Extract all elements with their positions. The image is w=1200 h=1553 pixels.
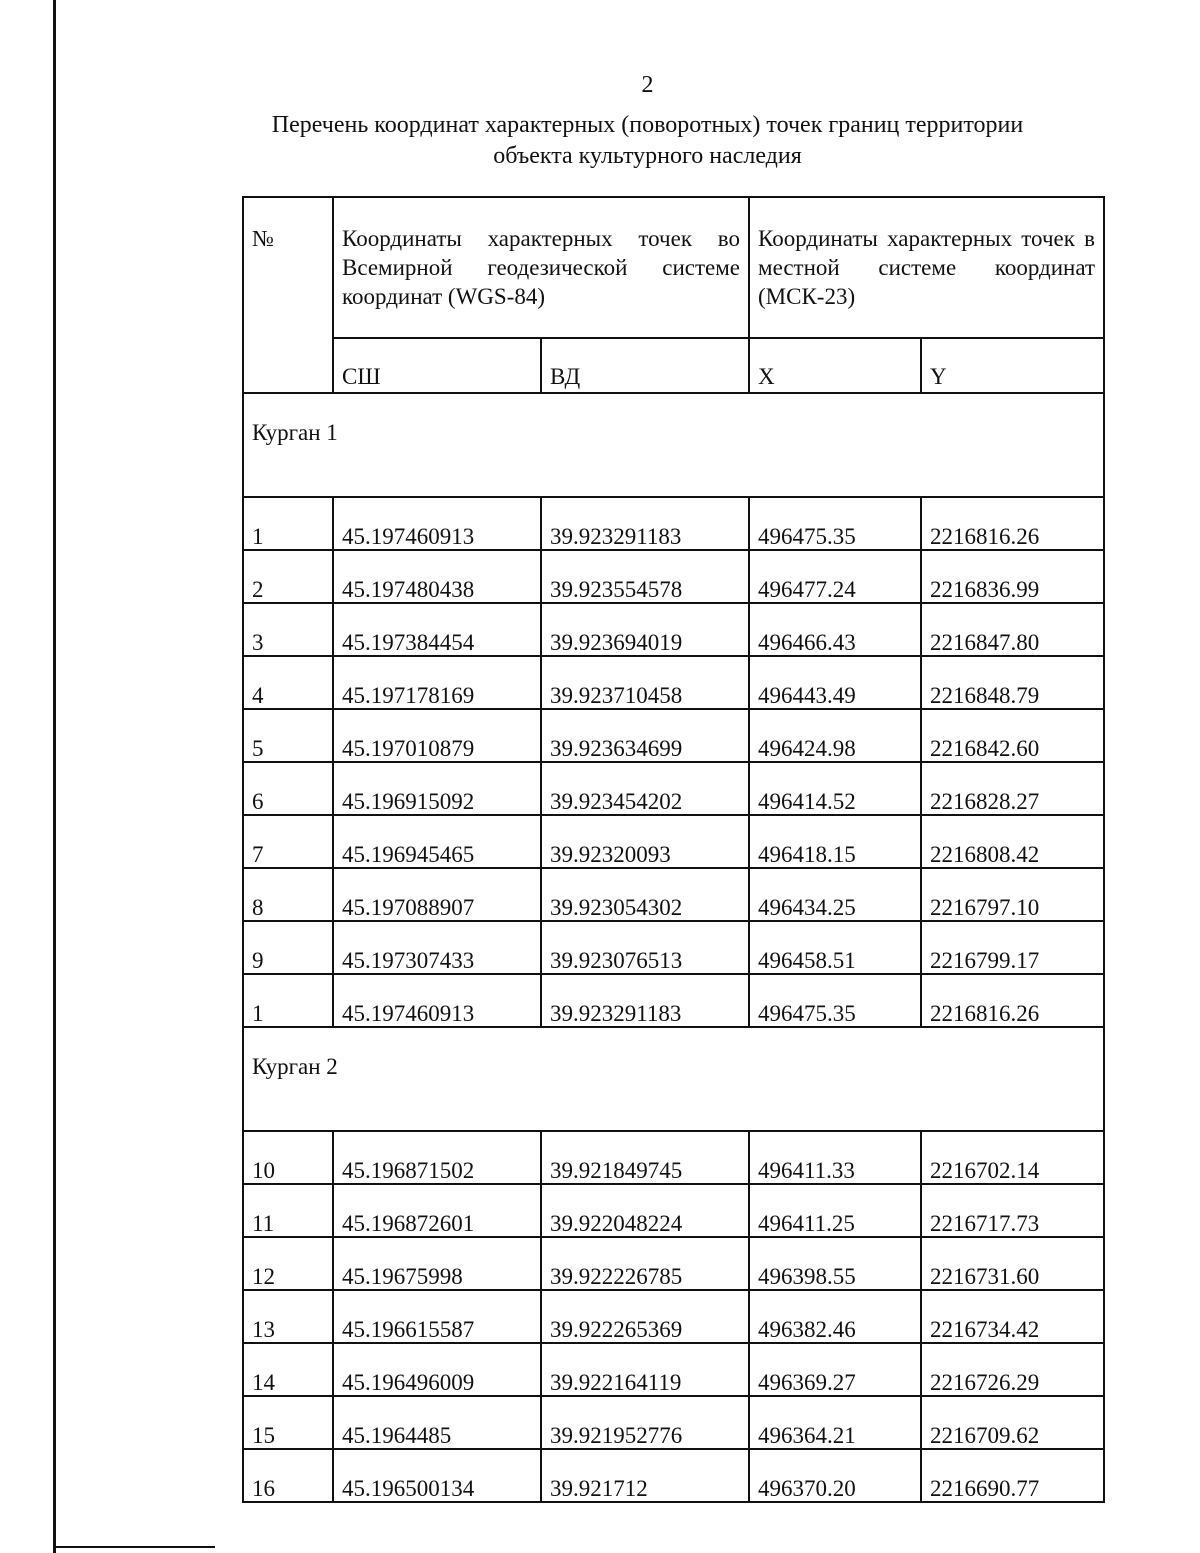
x-coord-cell: 496458.51 xyxy=(749,921,921,974)
table-row xyxy=(243,1184,1104,1237)
longitude-cell: 39.921712 xyxy=(541,1449,749,1502)
longitude-cell: 39.923634699 xyxy=(541,709,749,762)
table-row xyxy=(243,709,1104,762)
point-number-cell: 1 xyxy=(243,974,333,1027)
header-x: X xyxy=(749,338,921,393)
longitude-cell: 39.921849745 xyxy=(541,1131,749,1184)
longitude-cell: 39.923710458 xyxy=(541,656,749,709)
table-row xyxy=(243,1343,1104,1396)
y-coord-cell: 2216828.27 xyxy=(921,762,1104,815)
latitude-cell: 45.196615587 xyxy=(333,1290,541,1343)
table-row xyxy=(243,868,1104,921)
point-number-cell: 13 xyxy=(243,1290,333,1343)
y-coord-cell: 2216836.99 xyxy=(921,550,1104,603)
table-row xyxy=(243,815,1104,868)
longitude-cell: 39.922164119 xyxy=(541,1343,749,1396)
y-coord-cell: 2216734.42 xyxy=(921,1290,1104,1343)
y-coord-cell: 2216726.29 xyxy=(921,1343,1104,1396)
y-coord-cell: 2216717.73 xyxy=(921,1184,1104,1237)
y-coord-cell: 2216842.60 xyxy=(921,709,1104,762)
longitude-cell: 39.923291183 xyxy=(541,497,749,550)
longitude-cell: 39.923291183 xyxy=(541,974,749,1027)
x-coord-cell: 496370.20 xyxy=(749,1449,921,1502)
coordinates-table xyxy=(242,196,1105,1503)
point-number-cell: 8 xyxy=(243,868,333,921)
table-row xyxy=(243,762,1104,815)
point-number-cell: 11 xyxy=(243,1184,333,1237)
longitude-cell: 39.92320093 xyxy=(541,815,749,868)
point-number-cell: 2 xyxy=(243,550,333,603)
title-line-2: объекта культурного наследия xyxy=(493,143,802,169)
point-number-cell: 7 xyxy=(243,815,333,868)
longitude-cell: 39.921952776 xyxy=(541,1396,749,1449)
y-coord-cell: 2216847.80 xyxy=(921,603,1104,656)
longitude-cell: 39.923076513 xyxy=(541,921,749,974)
table-row xyxy=(243,1131,1104,1184)
latitude-cell: 45.197480438 xyxy=(333,550,541,603)
header-msk23: Координаты характерных точек в местной системе координат (МСК-23) xyxy=(749,197,1104,338)
point-number-cell: 12 xyxy=(243,1237,333,1290)
point-number-cell: 15 xyxy=(243,1396,333,1449)
latitude-cell: 45.197178169 xyxy=(333,656,541,709)
latitude-cell: 45.19675998 xyxy=(333,1237,541,1290)
x-coord-cell: 496364.21 xyxy=(749,1396,921,1449)
table-row xyxy=(243,1449,1104,1502)
x-coord-cell: 496398.55 xyxy=(749,1237,921,1290)
header-y: Y xyxy=(921,338,1104,393)
group-row xyxy=(243,393,1104,497)
y-coord-cell: 2216690.77 xyxy=(921,1449,1104,1502)
latitude-cell: 45.197460913 xyxy=(333,497,541,550)
page-number: 2 xyxy=(641,72,654,98)
table-row xyxy=(243,497,1104,550)
point-number-cell: 4 xyxy=(243,656,333,709)
x-coord-cell: 496475.35 xyxy=(749,974,921,1027)
latitude-cell: 45.197088907 xyxy=(333,868,541,921)
table-body xyxy=(243,393,1104,1502)
y-coord-cell: 2216709.62 xyxy=(921,1396,1104,1449)
header-latitude: СШ xyxy=(333,338,541,393)
y-coord-cell: 2216816.26 xyxy=(921,974,1104,1027)
header-number: № xyxy=(243,197,333,393)
x-coord-cell: 496443.49 xyxy=(749,656,921,709)
table-row xyxy=(243,656,1104,709)
latitude-cell: 45.196871502 xyxy=(333,1131,541,1184)
table-row xyxy=(243,1396,1104,1449)
header-wgs84: Координаты характерных точек во Всемирной геодезической системе координат (WGS-84) xyxy=(333,197,749,338)
point-number-cell: 9 xyxy=(243,921,333,974)
table-row xyxy=(243,550,1104,603)
x-coord-cell: 496477.24 xyxy=(749,550,921,603)
x-coord-cell: 496418.15 xyxy=(749,815,921,868)
latitude-cell: 45.197307433 xyxy=(333,921,541,974)
scan-left-border xyxy=(53,0,56,1553)
table-row xyxy=(243,1290,1104,1343)
latitude-cell: 45.197010879 xyxy=(333,709,541,762)
title-line-1: Перечень координат характерных (поворотных) точек границ территории xyxy=(271,112,1024,138)
point-number-cell: 14 xyxy=(243,1343,333,1396)
latitude-cell: 45.196915092 xyxy=(333,762,541,815)
x-coord-cell: 496411.33 xyxy=(749,1131,921,1184)
latitude-cell: 45.196496009 xyxy=(333,1343,541,1396)
longitude-cell: 39.923054302 xyxy=(541,868,749,921)
y-coord-cell: 2216848.79 xyxy=(921,656,1104,709)
point-number-cell: 3 xyxy=(243,603,333,656)
longitude-cell: 39.922048224 xyxy=(541,1184,749,1237)
group-label: Курган 1 xyxy=(243,393,1104,497)
x-coord-cell: 496369.27 xyxy=(749,1343,921,1396)
longitude-cell: 39.922226785 xyxy=(541,1237,749,1290)
latitude-cell: 45.1964485 xyxy=(333,1396,541,1449)
x-coord-cell: 496475.35 xyxy=(749,497,921,550)
longitude-cell: 39.922265369 xyxy=(541,1290,749,1343)
x-coord-cell: 496466.43 xyxy=(749,603,921,656)
latitude-cell: 45.196945465 xyxy=(333,815,541,868)
scan-bottom-border xyxy=(53,1546,215,1548)
point-number-cell: 6 xyxy=(243,762,333,815)
latitude-cell: 45.196500134 xyxy=(333,1449,541,1502)
latitude-cell: 45.197460913 xyxy=(333,974,541,1027)
y-coord-cell: 2216731.60 xyxy=(921,1237,1104,1290)
y-coord-cell: 2216816.26 xyxy=(921,497,1104,550)
table-row xyxy=(243,921,1104,974)
y-coord-cell: 2216808.42 xyxy=(921,815,1104,868)
x-coord-cell: 496414.52 xyxy=(749,762,921,815)
latitude-cell: 45.197384454 xyxy=(333,603,541,656)
point-number-cell: 10 xyxy=(243,1131,333,1184)
group-label: Курган 2 xyxy=(243,1027,1104,1131)
x-coord-cell: 496382.46 xyxy=(749,1290,921,1343)
header-longitude: ВД xyxy=(541,338,749,393)
x-coord-cell: 496434.25 xyxy=(749,868,921,921)
y-coord-cell: 2216797.10 xyxy=(921,868,1104,921)
table-row xyxy=(243,1237,1104,1290)
group-row xyxy=(243,1027,1104,1131)
point-number-cell: 16 xyxy=(243,1449,333,1502)
x-coord-cell: 496411.25 xyxy=(749,1184,921,1237)
longitude-cell: 39.923454202 xyxy=(541,762,749,815)
longitude-cell: 39.923694019 xyxy=(541,603,749,656)
x-coord-cell: 496424.98 xyxy=(749,709,921,762)
point-number-cell: 1 xyxy=(243,497,333,550)
y-coord-cell: 2216799.17 xyxy=(921,921,1104,974)
document-title xyxy=(200,110,1095,172)
y-coord-cell: 2216702.14 xyxy=(921,1131,1104,1184)
latitude-cell: 45.196872601 xyxy=(333,1184,541,1237)
longitude-cell: 39.923554578 xyxy=(541,550,749,603)
table-row xyxy=(243,974,1104,1027)
point-number-cell: 5 xyxy=(243,709,333,762)
table-row xyxy=(243,603,1104,656)
